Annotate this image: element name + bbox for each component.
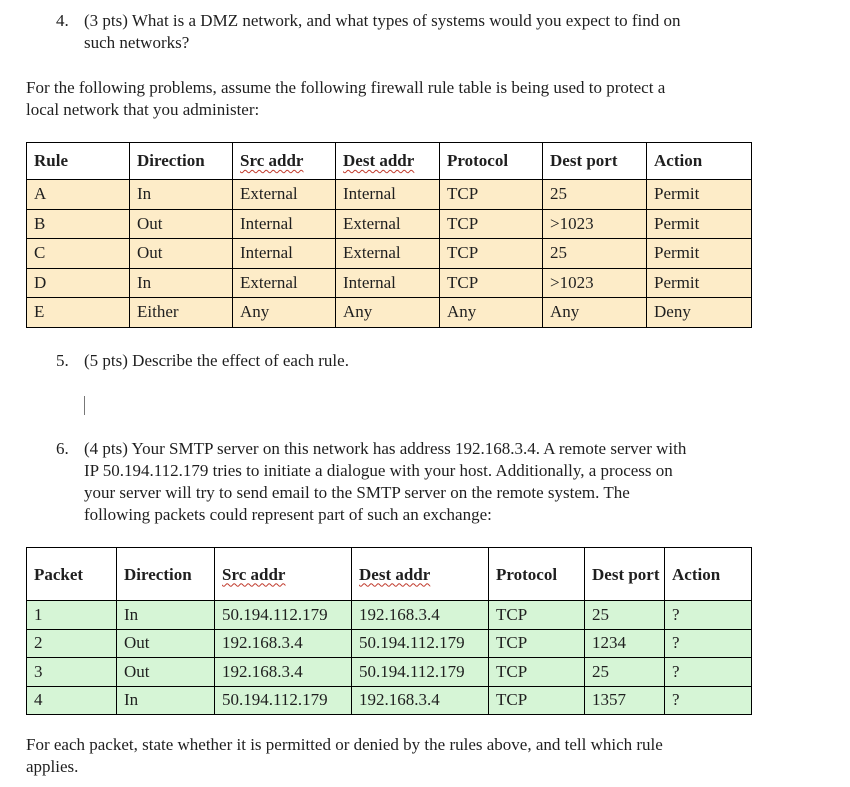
rules-row-cell-dest-port: >1023 (543, 209, 647, 239)
packets-row-3 (27, 658, 752, 687)
final-line-2: applies. (26, 757, 79, 776)
question-5-number: 5. (56, 351, 69, 370)
rules-row-cell-action: Permit (647, 239, 752, 269)
rules-row-cell-src-addr: External (233, 180, 336, 210)
packets-row-cell-dest-port: 1234 (585, 629, 665, 658)
packets-table (26, 547, 752, 715)
rules-row-4 (27, 268, 752, 298)
rules-row-cell-action: Permit (647, 209, 752, 239)
text-cursor[interactable] (84, 396, 85, 415)
question-6-line-1: (4 pts) Your SMTP server on this network has address 192.168.3.4. A remote server with (84, 439, 687, 458)
rules-row-cell-rule: D (27, 268, 130, 298)
rules-row-cell-dest-addr: Internal (336, 180, 440, 210)
packets-row-cell-src-addr: 50.194.112.179 (215, 686, 352, 715)
packets-row-cell-action: ? (665, 601, 752, 630)
firewall-rules-table (26, 142, 752, 328)
question-6 (56, 438, 786, 526)
rules-row-cell-direction: Out (130, 239, 233, 269)
intro-line-1: For the following problems, assume the following firewall rule table is being used to protect a (26, 78, 666, 97)
packets-row-cell-dest-port: 25 (585, 601, 665, 630)
packets-row-cell-action: ? (665, 686, 752, 715)
rules-header-dest-port: Dest port (543, 143, 647, 180)
rules-row-cell-rule: A (27, 180, 130, 210)
question-4 (56, 10, 776, 54)
packets-row-cell-dest-addr: 50.194.112.179 (352, 658, 489, 687)
question-4-line-1 (56, 10, 776, 32)
packets-row-cell-direction: In (117, 686, 215, 715)
rules-row-cell-protocol: TCP (440, 180, 543, 210)
packets-header-action: Action (665, 548, 752, 601)
rules-header-row (27, 143, 752, 180)
rules-header-protocol: Protocol (440, 143, 543, 180)
packets-row-cell-src-addr: 192.168.3.4 (215, 658, 352, 687)
packets-header-row (27, 548, 752, 601)
question-6-line-2: IP 50.194.112.179 tries to initiate a dialogue with your host. Additionally, a process on (84, 461, 673, 480)
rules-row-cell-dest-port: 25 (543, 180, 647, 210)
rules-row-5 (27, 298, 752, 328)
packets-row-2 (27, 629, 752, 658)
packets-row-cell-dest-port: 25 (585, 658, 665, 687)
rules-row-cell-dest-addr: External (336, 239, 440, 269)
rules-row-2 (27, 209, 752, 239)
rules-row-cell-dest-port: >1023 (543, 268, 647, 298)
packets-row-cell-packet: 3 (27, 658, 117, 687)
packets-header-protocol: Protocol (489, 548, 585, 601)
question-4-line-2: such networks? (84, 33, 190, 52)
packets-header-direction: Direction (117, 548, 215, 601)
question-6-line-3: your server will try to send email to the SMTP server on the remote system. The (84, 483, 630, 502)
question-6-body (84, 438, 774, 526)
question-5-text: (5 pts) Describe the effect of each rule. (84, 351, 349, 370)
rules-row-cell-protocol: TCP (440, 209, 543, 239)
rules-row-cell-direction: Either (130, 298, 233, 328)
rules-row-cell-rule: B (27, 209, 130, 239)
packets-row-cell-dest-addr: 192.168.3.4 (352, 686, 489, 715)
rules-row-cell-dest-addr: Any (336, 298, 440, 328)
rules-row-cell-direction: In (130, 180, 233, 210)
packets-row-cell-dest-addr: 192.168.3.4 (352, 601, 489, 630)
rules-row-cell-dest-addr: External (336, 209, 440, 239)
packets-row-cell-packet: 2 (27, 629, 117, 658)
rules-row-cell-dest-port: 25 (543, 239, 647, 269)
packets-header-src-addr: Src addr (215, 548, 352, 601)
rules-row-cell-direction: Out (130, 209, 233, 239)
rules-row-cell-rule: E (27, 298, 130, 328)
rules-row-cell-dest-port: Any (543, 298, 647, 328)
packets-row-cell-action: ? (665, 629, 752, 658)
packets-row-cell-src-addr: 192.168.3.4 (215, 629, 352, 658)
packets-row-cell-protocol: TCP (489, 629, 585, 658)
rules-row-cell-dest-addr: Internal (336, 268, 440, 298)
intro-paragraph (26, 77, 766, 121)
rules-row-3 (27, 239, 752, 269)
rules-row-cell-action: Deny (647, 298, 752, 328)
rules-row-cell-src-addr: Internal (233, 239, 336, 269)
rules-row-cell-action: Permit (647, 180, 752, 210)
packets-row-cell-dest-addr: 50.194.112.179 (352, 629, 489, 658)
rules-header-rule: Rule (27, 143, 130, 180)
packets-row-cell-direction: Out (117, 658, 215, 687)
question-6-number: 6. (56, 439, 69, 458)
rules-header-action: Action (647, 143, 752, 180)
rules-row-1 (27, 180, 752, 210)
final-line-1: For each packet, state whether it is permitted or denied by the rules above, and tell which rule (26, 735, 663, 754)
rules-row-cell-action: Permit (647, 268, 752, 298)
rules-row-cell-src-addr: Internal (233, 209, 336, 239)
rules-row-cell-rule: C (27, 239, 130, 269)
packets-row-cell-action: ? (665, 658, 752, 687)
rules-row-cell-src-addr: Any (233, 298, 336, 328)
packets-row-cell-packet: 4 (27, 686, 117, 715)
question-4-text: (3 pts) What is a DMZ network, and what types of systems would you expect to find on (84, 11, 681, 30)
packets-row-cell-protocol: TCP (489, 686, 585, 715)
packets-row-cell-protocol: TCP (489, 658, 585, 687)
packets-row-4 (27, 686, 752, 715)
packets-header-dest-addr: Dest addr (352, 548, 489, 601)
packets-row-cell-dest-port: 1357 (585, 686, 665, 715)
final-instructions (26, 734, 766, 778)
packets-row-cell-direction: Out (117, 629, 215, 658)
packets-row-cell-src-addr: 50.194.112.179 (215, 601, 352, 630)
question-4-number: 4. (56, 11, 69, 30)
rules-header-src-addr: Src addr (233, 143, 336, 180)
rules-row-cell-protocol: TCP (440, 239, 543, 269)
rules-header-dest-addr: Dest addr (336, 143, 440, 180)
packets-header-packet: Packet (27, 548, 117, 601)
packets-row-cell-protocol: TCP (489, 601, 585, 630)
packets-header-dest-port: Dest port (585, 548, 665, 601)
packets-row-1 (27, 601, 752, 630)
packets-row-cell-direction: In (117, 601, 215, 630)
rules-row-cell-src-addr: External (233, 268, 336, 298)
packets-row-cell-packet: 1 (27, 601, 117, 630)
rules-header-direction: Direction (130, 143, 233, 180)
rules-row-cell-direction: In (130, 268, 233, 298)
rules-row-cell-protocol: Any (440, 298, 543, 328)
question-5 (56, 350, 756, 372)
rules-row-cell-protocol: TCP (440, 268, 543, 298)
question-6-line-4: following packets could represent part of such an exchange: (84, 505, 492, 524)
intro-line-2: local network that you administer: (26, 100, 260, 119)
